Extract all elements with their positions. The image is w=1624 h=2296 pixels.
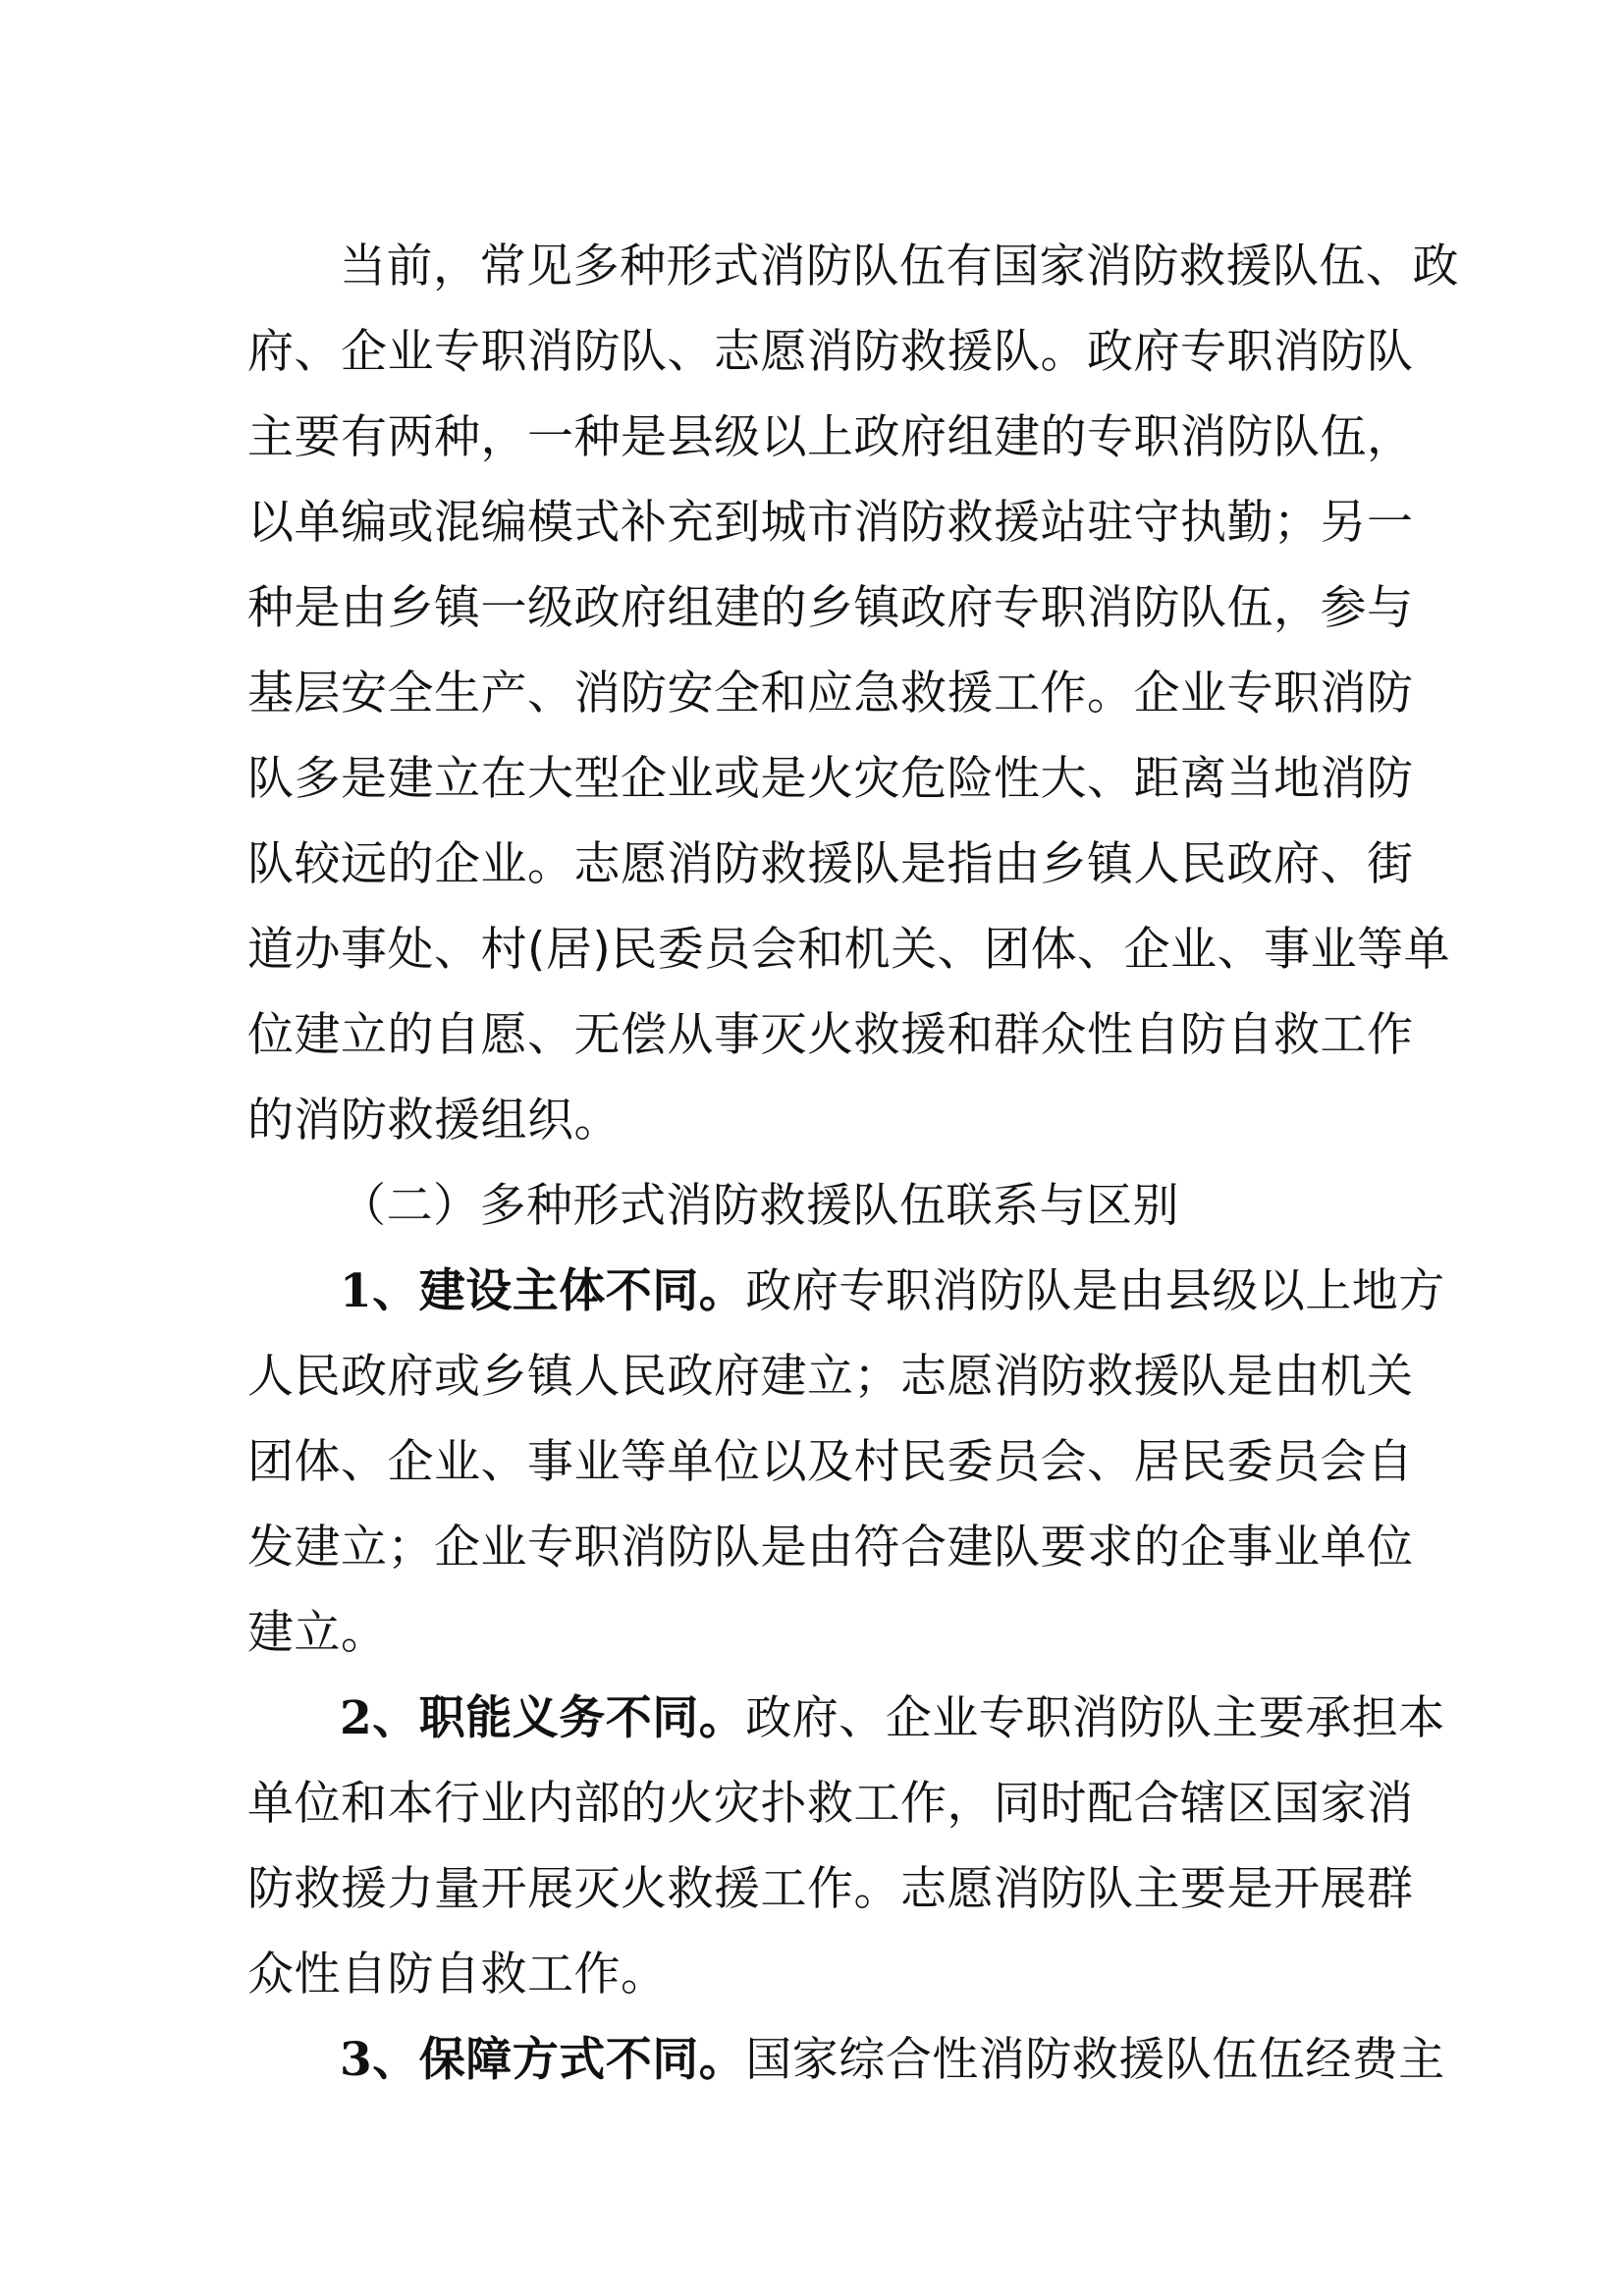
paragraph-line: 的消防救援组织。 <box>247 1094 621 1148</box>
paragraph-line: 以单编或混编模式补充到城市消防救援站驻守执勤；另一 <box>247 496 1414 550</box>
paragraph-line: 队较远的企业。志愿消防救援队是指由乡镇人民政府、街 <box>247 837 1414 891</box>
paragraph-line: 队多是建立在大型企业或是火灾危险性大、距离当地消防 <box>247 752 1414 806</box>
paragraph-line: 众性自防自救工作。 <box>247 1948 668 2002</box>
item-2 <box>247 1676 1445 2017</box>
item-1-first-line-text: 政府专职消防队是由县级以上地方 <box>745 1264 1445 1318</box>
section-heading-block <box>247 1163 1386 1249</box>
item-1-title: 建设主体不同。 <box>418 1264 746 1318</box>
paragraph-line: 道办事处、村(居)民委员会和机关、团体、企业、事业等单 <box>247 923 1451 977</box>
item-2-number: 2、 <box>340 1691 419 1745</box>
item-3 <box>247 2017 1445 2103</box>
item-3-title: 保障方式不同。 <box>418 2033 746 2087</box>
item-3-first-line <box>247 2017 1445 2103</box>
paragraph-line: 主要有两种，一种是县级以上政府组建的专职消防队伍， <box>247 410 1414 464</box>
paragraph-line: 基层安全生产、消防安全和应急救援工作。企业专职消防 <box>247 667 1414 721</box>
paragraph-line: 当前，常见多种形式消防队伍有国家消防救援队伍、政 <box>340 240 1459 294</box>
paragraph-line: 发建立；企业专职消防队是由符合建队要求的企事业单位 <box>247 1521 1414 1575</box>
item-1-number: 1、 <box>340 1264 419 1318</box>
paragraph-line: 种是由乡镇一级政府组建的乡镇政府专职消防队伍，参与 <box>247 581 1414 635</box>
item-3-number: 3、 <box>340 2033 419 2087</box>
item-2-first-line-text: 政府、企业专职消防队主要承担本 <box>745 1691 1445 1745</box>
section-heading: （二）多种形式消防救援队伍联系与区别 <box>340 1179 1179 1233</box>
paragraph-line: 府、企业专职消防队、志愿消防救援队。政府专职消防队 <box>247 325 1414 379</box>
paragraph-line: 单位和本行业内部的火灾扑救工作，同时配合辖区国家消 <box>247 1777 1414 1831</box>
item-1-first-line <box>247 1249 1445 1334</box>
paragraph-line: 位建立的自愿、无偿从事灭火救援和群众性自防自救工作 <box>247 1008 1414 1062</box>
paragraph-intro <box>247 224 1459 1163</box>
item-3-first-line-text: 国家综合性消防救援队伍伍经费主 <box>745 2033 1445 2087</box>
paragraph-line: 人民政府或乡镇人民政府建立；志愿消防救援队是由机关 <box>247 1350 1414 1404</box>
item-1 <box>247 1249 1445 1676</box>
paragraph-line: 团体、企业、事业等单位以及村民委员会、居民委员会自 <box>247 1435 1414 1489</box>
item-2-first-line <box>247 1676 1445 1761</box>
paragraph-line: 防救援力量开展灭火救援工作。志愿消防队主要是开展群 <box>247 1862 1414 1916</box>
item-2-title: 职能义务不同。 <box>418 1691 746 1745</box>
paragraph-line: 建立。 <box>247 1606 388 1660</box>
